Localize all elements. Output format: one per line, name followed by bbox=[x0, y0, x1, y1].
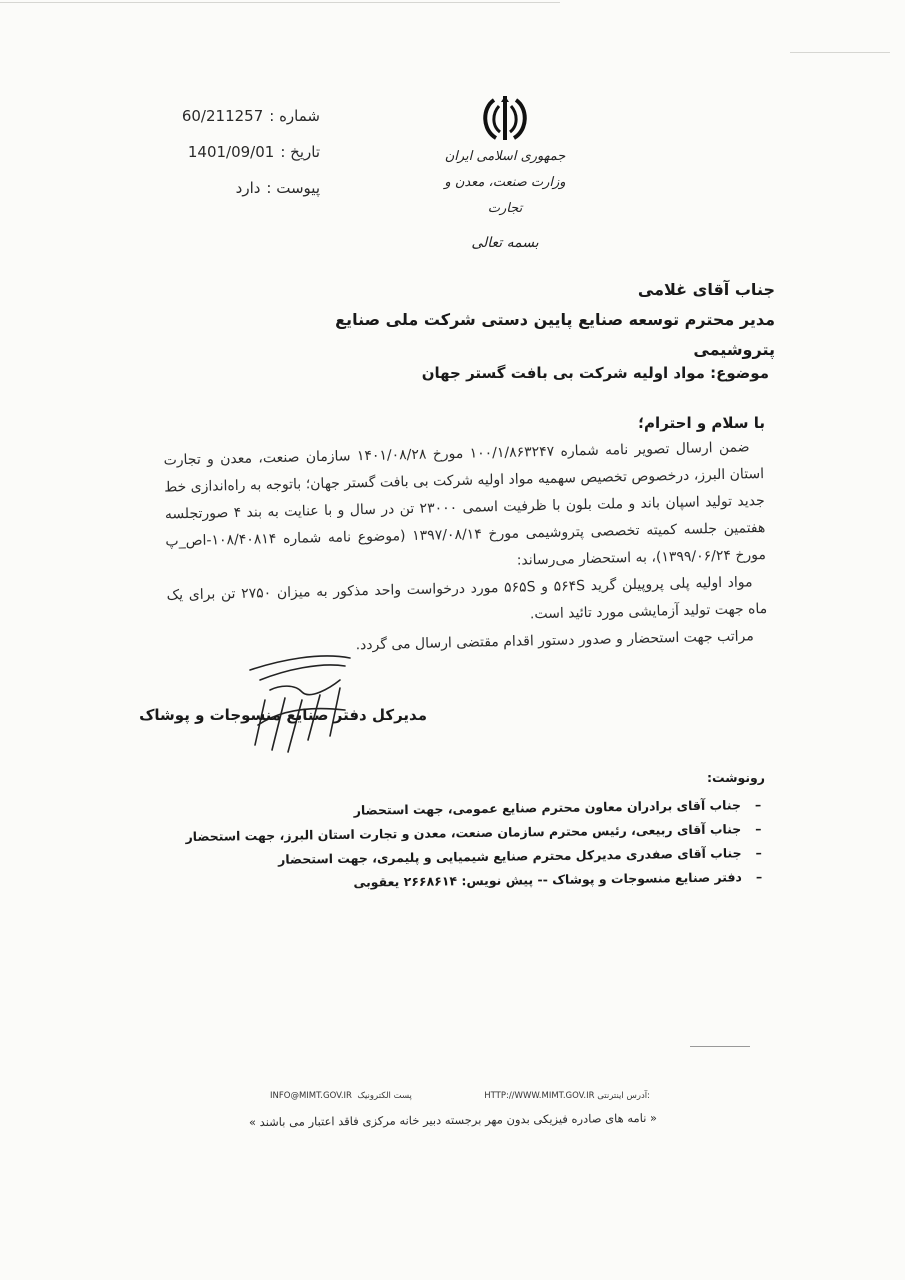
footer-validity-note: « نامه های صادره فیزیکی بدون مهر برجسته دبیر خانه مرکزی فاقد اعتبار می باشند » bbox=[248, 1110, 658, 1130]
cc-item: – جناب آقای صفدری مدیرکل محترم صنایع شیمیایی و پلیمری، جهت استحضار bbox=[166, 841, 766, 873]
greeting: با سلام و احترام؛ bbox=[638, 414, 765, 432]
letterhead bbox=[440, 92, 570, 256]
body-paragraph: مراتب جهت استحضار و صدور دستور اقدام مقتضی ارسال می گردد. bbox=[355, 628, 754, 654]
cc-items bbox=[165, 793, 766, 897]
basmala: بسمه تعالی bbox=[471, 235, 539, 251]
body-paragraph: ضمن ارسال تصویر نامه شماره ۱۰۰/۱/۸۶۳۲۴۷ مورخ ۱۴۰۱/۰۸/۲۸ سازمان صنعت، معدن و تجارت استان البرز، درخصوص تخصیص سهمیه مواد اولیه شرکت بی بافت گستر جهان؛ باتوجه به راه‌اندازی خط جدید تولید اسپان باند و ملت بلون با ظرفیت اسمی ۲۳۰۰۰ تن در سال و با عنایت به بند ۴ صورتجلسه هفتمین جلسه کمیته تخصصی پتروشیمی مورخ ۱۳۹۷/۰۸/۱۴ (موضوع نامه شماره ۱۰۸/۴۰۸۱۴-اص_پ مورخ ۱۳۹۹/۰۶/۲۴)، به استحضار می‌رساند: bbox=[163, 439, 767, 569]
letterhead-ministry: وزارت صنعت، معدن و تجارت bbox=[444, 175, 566, 216]
scan-mark bbox=[690, 1046, 750, 1047]
letter-number: شماره : 60/211257 bbox=[181, 107, 320, 125]
cc-item: – دفتر صنایع منسوجات و پوشاک -- پیش نویس: ۲۶۶۸۶۱۴ یعقوبی bbox=[166, 865, 766, 897]
footer-email: INFO@MIMT.GOV.IR پست الکترونیک bbox=[270, 1091, 412, 1101]
addressee bbox=[315, 275, 775, 365]
letter-body bbox=[163, 426, 768, 664]
letter-meta bbox=[160, 98, 320, 206]
cc-title: رونوشت: bbox=[706, 770, 765, 785]
subject-line: موضوع: مواد اولیه شرکت بی بافت گستر جهان bbox=[421, 364, 769, 382]
letter-attachment: پیوست : دارد bbox=[235, 179, 320, 197]
footer-website: HTTP://WWW.MIMT.GOV.IR آدرس اینترنتی: bbox=[484, 1091, 650, 1101]
cc-item: – جناب آقای برادران معاون محترم صنایع عمومی، جهت استحضار bbox=[165, 793, 765, 825]
addressee-title: مدیر محترم توسعه صنایع پایین دستی شرکت ملی صنایع پتروشیمی bbox=[335, 310, 775, 359]
footer-contact bbox=[270, 1091, 650, 1101]
letterhead-country: جمهوری اسلامی ایران bbox=[444, 149, 566, 164]
letter-date: تاریخ : 1401/09/01 bbox=[187, 143, 320, 161]
handwritten-signature bbox=[240, 640, 370, 760]
signer-title: مدیرکل دفتر صنایع منسوجات و پوشاک bbox=[139, 706, 427, 724]
iran-emblem-icon bbox=[480, 92, 530, 144]
scan-mark bbox=[790, 52, 890, 53]
body-paragraph: مواد اولیه پلی پروپیلن گرید ۵۶۴S و ۵۶۵S مورد درخواست واحد مذکور به میزان ۲۷۵۰ تن برای یک ماه جهت تولید آزمایشی مورد تائید است. bbox=[166, 574, 768, 623]
scan-edge-line bbox=[0, 2, 560, 3]
addressee-name: جناب آقای غلامی bbox=[637, 280, 775, 299]
cc-list bbox=[165, 770, 765, 889]
cc-item: – جناب آقای ربیعی، رئیس محترم سازمان صنعت، معدن و تجارت استان البرز، جهت استحضار bbox=[165, 817, 765, 849]
